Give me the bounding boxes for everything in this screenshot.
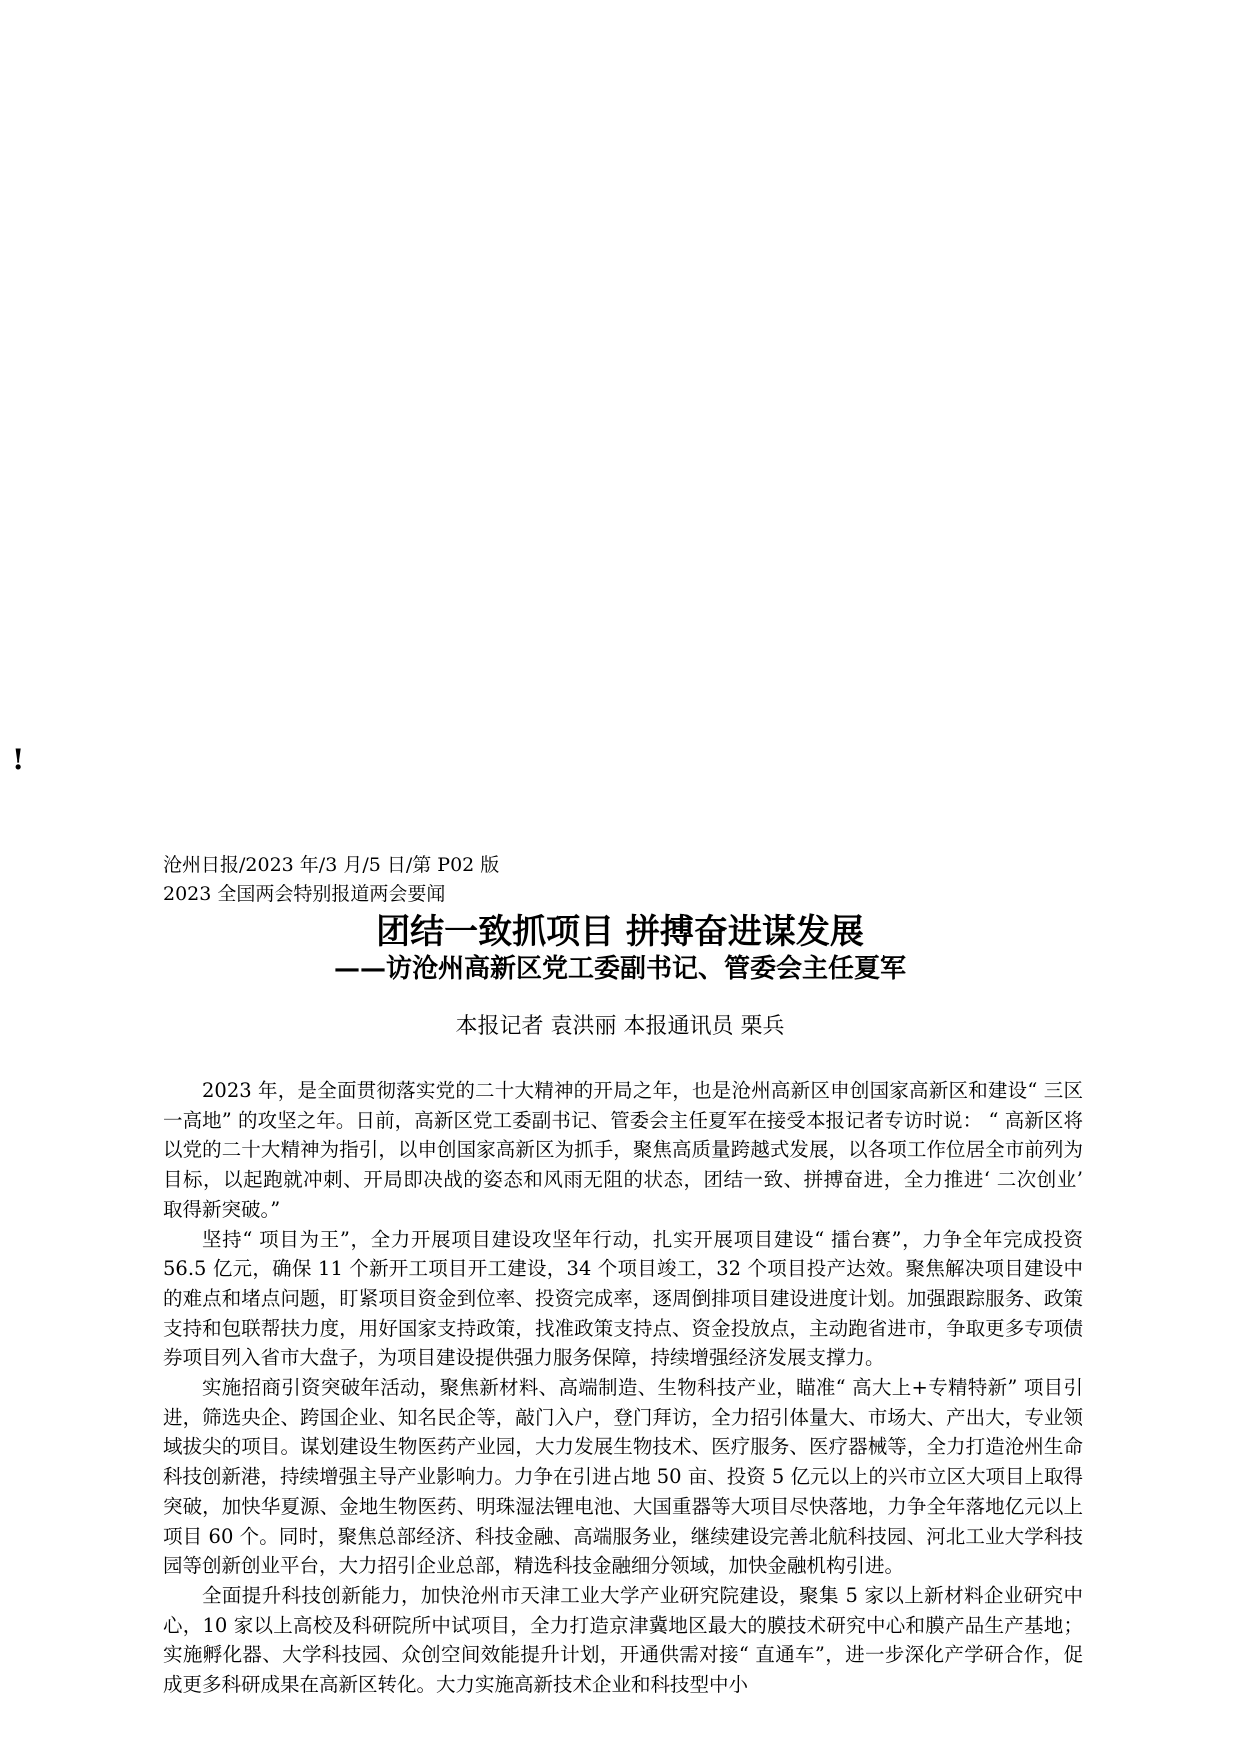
dateline: 沧州日报/2023 年/3 月/5 日/第 P02 版 2023 全国两会特别报道两会要闻 (163, 854, 500, 905)
paragraph-1: 2023 年，是全面贯彻落实党的二十大精神的开局之年，也是沧州高新区申创国家高新区和建设“ 三区一高地” 的攻坚之年。日前，高新区党工委副书记、管委会主任夏军在接受本报记者专访时说： “ 高新区将以党的二十大精神为指引，以申创国家高新区为抓手，聚焦高质量跨越式发展，以各项工作位居全市前列为目标，以起跑就冲刺、开局即决战的姿态和风雨无阻的状态，团结一致、拼搏奋进，全力推进‘ 二次创业’ 取得新突破。” (163, 1079, 1083, 1221)
byline: 本报记者 袁洪丽 本报通讯员 栗兵 (455, 1014, 785, 1039)
article-subtitle: ——访沧州高新区党工委副书记、管委会主任夏军 (333, 954, 906, 984)
article-body (163, 1076, 1083, 1700)
exclamation-mark: ! (12, 743, 25, 776)
article-title: 团结一致抓项目 拼搏奋进谋发展 (376, 912, 864, 952)
paragraph-3: 实施招商引资突破年活动，聚焦新材料、高端制造、生物科技产业，瞄准“ 高大上+专精特新” 项目引进，筛选央企、跨国企业、知名民企等，敲门入户，登门拜访，全力招引体量大、市场大、产出大，专业领域拔尖的项目。谋划建设生物医药产业园，大力发展生物技术、医疗服务、医疗器械等，全力打造沧州生命科技创新港，持续增强主导产业影响力。力争在引进占地 50 亩、投资 5 亿元以上的兴市立区大项目上取得突破，加快华夏源、金地生物医药、明珠湿法锂电池、大国重器等大项目尽快落地，力争全年落地亿元以上项目 60 个。同时，聚焦总部经济、科技金融、高端服务业，继续建设完善北航科技园、河北工业大学科技园等创新创业平台，大力招引企业总部，精选科技金融细分领域，加快金融机构引进。 (163, 1376, 1084, 1578)
paragraph-2: 坚持“ 项目为王”，全力开展项目建设攻坚年行动，扎实开展项目建设“ 擂台赛”，力争全年完成投资 56.5 亿元，确保 11 个新开工项目开工建设，34 个项目竣工，32 个项目投产达效。聚焦解决项目建设中的难点和堵点问题，盯紧项目资金到位率、投资完成率，逐周倒排项目建设进度计划。加强跟踪服务、政策支持和包联帮扶力度，用好国家支持政策，找准政策支持点、资金投放点，主动跑省进市，争取更多专项债券项目列入省市大盘子，为项目建设提供强力服务保障，持续增强经济发展支撑力。 (163, 1227, 1083, 1370)
paragraph-4: 全面提升科技创新能力，加快沧州市天津工业大学产业研究院建设，聚集 5 家以上新材料企业研究中心，10 家以上高校及科研院所中试项目，全力打造京津冀地区最大的膜技术研究中心和膜产品生产基地；实施孵化器、大学科技园、众创空间效能提升计划，开通供需对接“ 直通车”，进一步深化产学研合作，促成更多科研成果在高新区转化。大力实施高新技术企业和科技型中小 (163, 1583, 1083, 1697)
